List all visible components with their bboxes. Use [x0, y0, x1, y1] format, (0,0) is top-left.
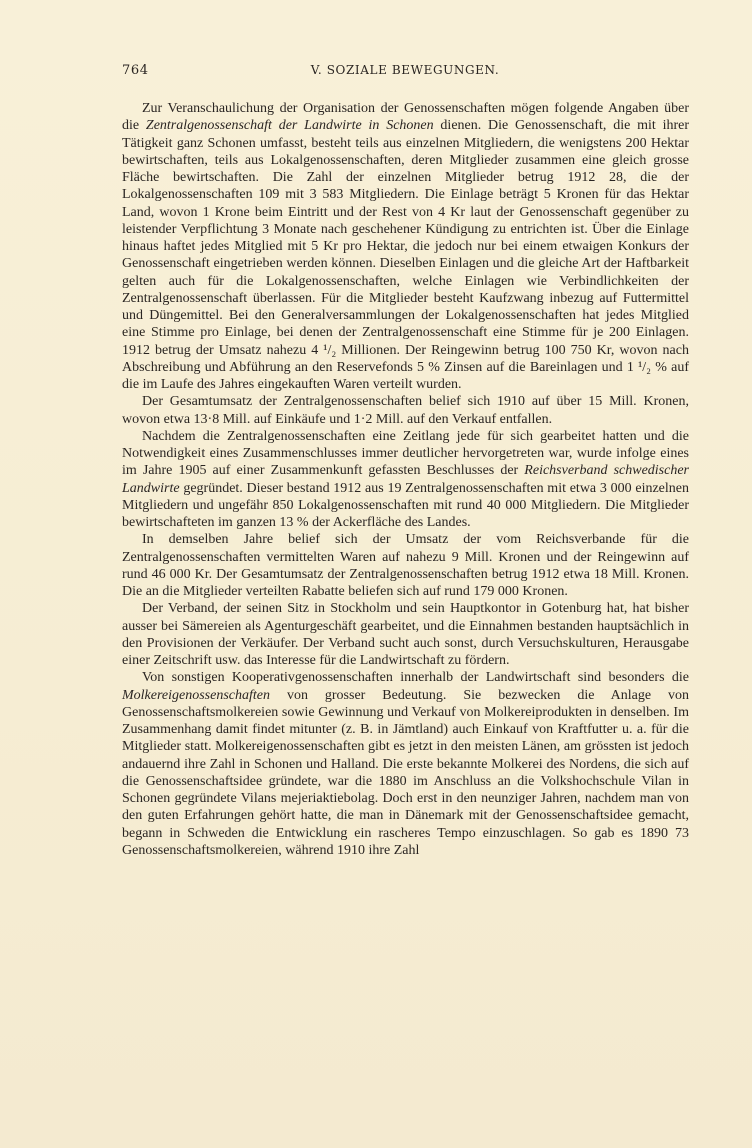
paragraph: Zur Veranschaulichung der Organisation der Genossenschaften mögen folgende Angaben über die Zentralgenossenschaft der Landwirte in Schonen dienen. Die Genossenschaft, die mit ihrer Tätigkeit ganz Schonen umfasst, besteht teils aus einzelnen Mitgliedern, die wenigstens 200 Hektar bewirtschaften, teils aus Lokalgenossenschaften, deren Mitglieder zusammen eine gleich grosse Fläche bewirtschaften. Die Zahl der einzelnen Mitglieder betrug 1912 28, die der Lokalgenossenschaften 109 mit 3 583 Mitgliedern. Die Einlage beträgt 5 Kronen für das Hektar Land, wovon 1 Krone beim Eintritt und der Rest von 4 Kr laut der Genossenschaft gegenüber zu leistender Verpflichtung 3 Monate nach geschehener Kündigung zu entrichten ist. Über die Einlage hinaus haftet jedes Mitglied mit 5 Kr pro Hektar, die jedoch nur bei einem etwaigen Konkurs der Genossenschaft eingetrieben werden können. Dieselben Einlagen und die gleiche Art der Haftbarkeit gelten auch für die Lokalgenossenschaften, welche Einlagen wie Verbindlichkeiten der Zentralgenossenschaft überlassen. Für die Mitglieder besteht Kaufzwang inbezug auf Futtermittel und Düngemittel. Bei den Generalversammlungen der Lokalgenossenschaften hat jedes Mitglied eine Stimme pro Einlage, bei denen der Zentralgenossenschaft eine Stimme für je 200 Einlagen. 1912 betrug der Umsatz nahezu 4 ¹/₂ Millionen. Der Reingewinn betrug 100 750 Kr, wovon nach Abschreibung und Abführung an den Reservefonds 5 % Zinsen auf die Bareinlagen und 1 ¹/₂ % auf die im Laufe des Jahres eingekauften Waren verteilt wurden.	[122, 101, 690, 392]
emphasis: Reichsverband schwedischer Landwirte	[122, 463, 689, 496]
emphasis: Molkereigenossenschaften	[122, 687, 270, 703]
paragraph: Der Gesamtumsatz der Zentralgenossenschaften belief sich 1910 auf über 15 Mill. Kronen, wovon etwa 13·8 Mill. auf Einkäufe und 1·2 Mill. auf den Verkauf entfallen.	[122, 394, 689, 427]
running-head: V. SOZIALE BEWEGUNGEN.	[310, 63, 500, 77]
paragraph: In demselben Jahre belief sich der Umsatz der vom Reichsverbande für die Zentralgenossenschaften vermittelten Waren auf nahezu 9 Mill. Kronen und der Reingewinn auf rund 46 000 Kr. Der Gesamtumsatz der Zentralgenossenschaften betrug 1912 etwa 18 Mill. Kronen. Die an die Mitglieder verteilten Rabatte beliefen sich auf rund 179 000 Kronen.	[122, 532, 689, 599]
paragraph: Der Verband, der seinen Sitz in Stockholm und sein Hauptkontor in Gotenburg hat, hat bisher ausser bei Sämereien als Agenturgeschäft gearbeitet, und die Einnahmen bestanden hauptsächlich in den Provisionen der Verkäufer. Der Verband sucht auch sonst, durch Versuchskulturen, Herausgabe einer Zeitschrift usw. das Interesse für die Landwirtschaft zu fördern.	[122, 601, 689, 668]
emphasis: Zentralgenossenschaft der Landwirte in Schonen	[145, 118, 434, 134]
paragraph: Nachdem die Zentralgenossenschaften eine Zeitlang jede für sich gearbeitet hatten und die Notwendigkeit eines Zusammenschlusses immer deutlicher hervorgetreten war, wurde infolge eines im Jahre 1905 auf einer Zusammenkunft gefassten Beschlusses der Reichsverband schwedischer Landwirte gegründet. Dieser bestand 1912 aus 19 Zentralgenossenschaften mit etwa 3 000 einzelnen Mitgliedern und ungefähr 850 Lokalgenossenschaften mit rund 40 000 Mitgliedern. Die Mitglieder bewirtschafteten im ganzen 13 % der Ackerfläche des Landes.	[122, 428, 689, 530]
page-header	[122, 63, 688, 83]
body-text	[122, 100, 689, 859]
page-number: 764	[122, 63, 149, 78]
paragraph: Von sonstigen Kooperativgenossenschaften innerhalb der Landwirtschaft sind besonders die Molkereigenossenschaften von grosser Bedeutung. Sie bezwecken die Anlage von Genossenschaftsmolkereien sowie Gewinnung und Verkauf von Molkereiprodukten in denselben. Im Zusammenhang damit findet mitunter (z. B. in Jämtland) auch Einkauf von Kraftfutter u. a. für die Mitglieder statt. Molkereigenossenschaften gibt es jetzt in den meisten Länen, am grössten ist jedoch andauernd ihre Zahl in Schonen und Halland. Die erste bekannte Molkerei des Nordens, die sich auf die Genossenschaftsidee gründete, war die 1880 im Anschluss an die Volkshochschule Vilan in Schonen gegründete Vilans mejeriaktiebolag. Doch erst in den neunziger Jahren, nachdem man von den guten Erfahrungen gehört hatte, die man in Dänemark mit der Genossenschaftsidee gemacht, begann in Schweden die Entwicklung ein rascheres Tempo einzuschlagen. So gab es 1890 73 Genossenschaftsmolkereien, während 1910 ihre Zahl	[122, 670, 689, 858]
